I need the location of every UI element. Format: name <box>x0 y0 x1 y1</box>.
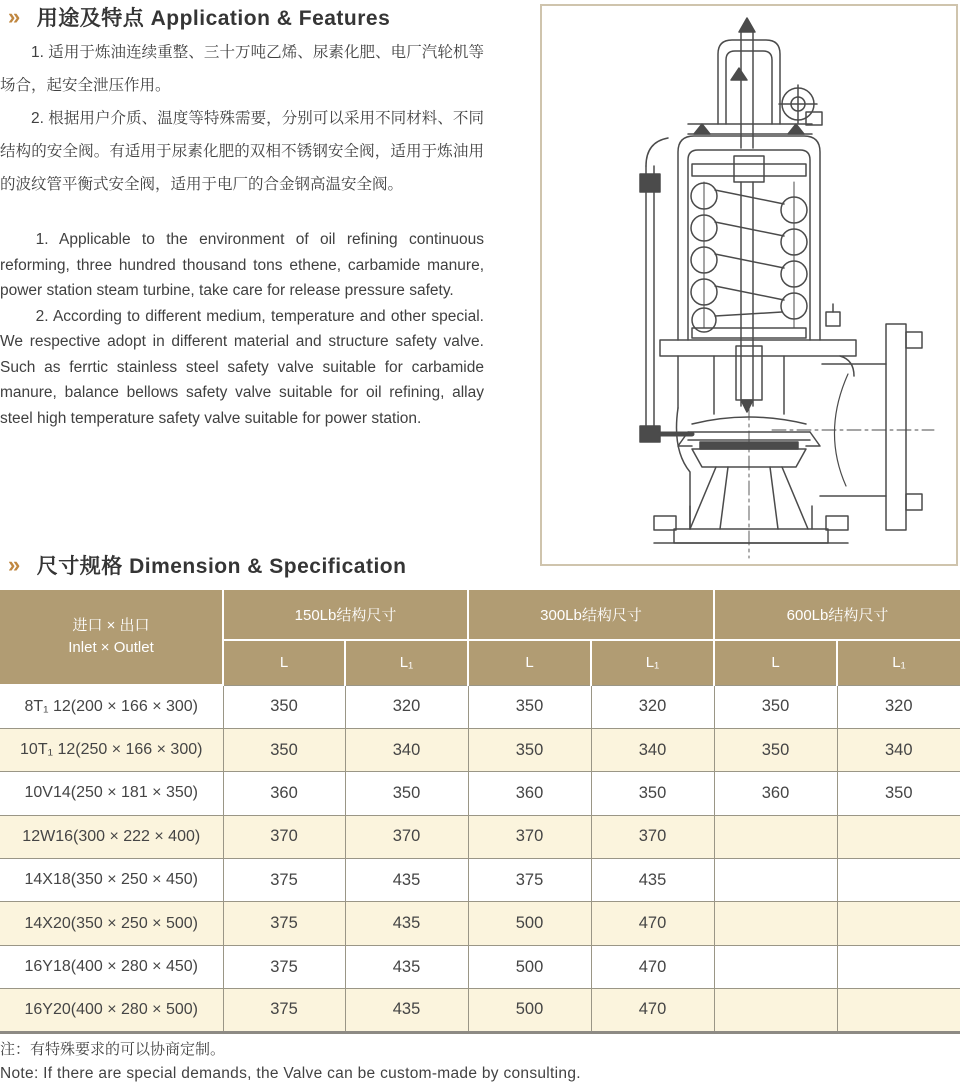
cell-dimension: 435 <box>345 989 468 1032</box>
cell-dimension <box>837 815 960 858</box>
en-paragraph-2: 2. According to different medium, temperature and other special. We respective adopt in different material and structure safety valve. Such as ferrtic stainless steel safety valve suitable for carbamide manure, balance bellows safety valve suitable for oil refining, allay steel high temperature safety valve suitable for power station. <box>0 307 484 427</box>
cell-dimension: 370 <box>223 815 345 858</box>
cell-dimension: 350 <box>468 685 591 728</box>
cell-dimension <box>714 989 837 1032</box>
cell-dimension: 500 <box>468 989 591 1032</box>
header-group-300lb: 300Lb结构尺寸 <box>468 590 714 640</box>
cell-dimension: 375 <box>223 945 345 988</box>
cell-dimension: 360 <box>223 772 345 815</box>
table-row <box>0 815 960 858</box>
valve-drawing-box <box>540 4 958 566</box>
dimensions-heading <box>8 550 406 580</box>
cell-dimension: 350 <box>223 685 345 728</box>
cell-dimension: 435 <box>591 859 714 902</box>
note-cn: 注：有特殊要求的可以协商定制。 <box>0 1041 226 1058</box>
subheader-L1-150: L₁ <box>345 640 468 685</box>
cell-dimension: 470 <box>591 945 714 988</box>
cell-dimension <box>837 989 960 1032</box>
cell-dimension <box>714 859 837 902</box>
cell-dimension <box>837 859 960 902</box>
cell-dimension <box>837 902 960 945</box>
cn-paragraph-2: 2. 根据用户介质、温度等特殊需要，分别可以采用不同材料、不同结构的安全阀。有适用于尿素化肥的双相不锈钢安全阀，适用于炼油用的波纹管平衡式安全阀，适用于电厂的合金钢高温安全阀。 <box>0 110 484 193</box>
cell-dimension <box>714 945 837 988</box>
subheader-L-300: L <box>468 640 591 685</box>
header-group-150lb: 150Lb结构尺寸 <box>223 590 468 640</box>
dimensions-title: 尺寸规格 Dimension & Specification <box>36 555 407 578</box>
features-heading <box>8 2 390 32</box>
cell-model: 16Y20(400 × 280 × 500) <box>0 989 223 1032</box>
header-inlet-outlet-en: Inlet × Outlet <box>68 639 154 656</box>
cell-dimension: 375 <box>223 859 345 902</box>
table-row <box>0 728 960 771</box>
cell-dimension: 320 <box>837 685 960 728</box>
chinese-paragraphs <box>0 36 484 201</box>
note-en: Note: If there are special demands, the Valve can be custom-made by consulting. <box>0 1065 581 1082</box>
safety-valve-technical-drawing <box>542 6 956 564</box>
cell-dimension: 350 <box>837 772 960 815</box>
table-row <box>0 902 960 945</box>
cell-dimension: 375 <box>468 859 591 902</box>
cell-dimension: 340 <box>837 728 960 771</box>
en-paragraph-1: 1. Applicable to the environment of oil refining continuous reforming, three hundred thousand tons ethene, carbamide manure, power station steam turbine, take care for release pressure safety. <box>0 231 484 299</box>
subheader-L-150: L <box>223 640 345 685</box>
cell-model: 10V14(250 × 181 × 350) <box>0 772 223 815</box>
subheader-L1-300: L₁ <box>591 640 714 685</box>
header-inlet-outlet-cn: 进口 × 出口 <box>72 617 150 634</box>
cell-model: 8T₁ 12(200 × 166 × 300) <box>0 685 223 728</box>
table-row <box>0 945 960 988</box>
cell-dimension: 435 <box>345 859 468 902</box>
cell-dimension: 470 <box>591 902 714 945</box>
cell-dimension: 350 <box>345 772 468 815</box>
cell-dimension: 360 <box>714 772 837 815</box>
cell-dimension: 350 <box>468 728 591 771</box>
subheader-L-600: L <box>714 640 837 685</box>
cell-dimension: 340 <box>345 728 468 771</box>
cell-dimension <box>714 815 837 858</box>
cell-model: 14X18(350 × 250 × 450) <box>0 859 223 902</box>
cell-dimension: 350 <box>714 728 837 771</box>
double-chevron-icon: » <box>8 552 21 577</box>
header-group-600lb: 600Lb结构尺寸 <box>714 590 960 640</box>
table-row <box>0 685 960 728</box>
header-inlet-outlet <box>0 590 223 685</box>
cell-model: 14X20(350 × 250 × 500) <box>0 902 223 945</box>
cell-dimension <box>837 945 960 988</box>
cell-dimension: 375 <box>223 989 345 1032</box>
double-chevron-icon: » <box>8 4 21 29</box>
table-row <box>0 989 960 1032</box>
cell-dimension: 350 <box>223 728 345 771</box>
cell-model: 12W16(300 × 222 × 400) <box>0 815 223 858</box>
cell-dimension <box>714 902 837 945</box>
cell-dimension: 360 <box>468 772 591 815</box>
cell-dimension: 370 <box>345 815 468 858</box>
cell-dimension: 375 <box>223 902 345 945</box>
table-row <box>0 859 960 902</box>
features-title: 用途及特点 Application & Features <box>36 7 391 30</box>
cell-dimension: 470 <box>591 989 714 1032</box>
dimension-table <box>0 590 960 1034</box>
cell-dimension: 435 <box>345 945 468 988</box>
cn-paragraph-1: 1. 适用于炼油连续重整、三十万吨乙烯、尿素化肥、电厂汽轮机等场合，起安全泄压作用。 <box>0 44 484 94</box>
cell-dimension: 340 <box>591 728 714 771</box>
cell-model: 16Y18(400 × 280 × 450) <box>0 945 223 988</box>
cell-dimension: 320 <box>591 685 714 728</box>
cell-dimension: 370 <box>468 815 591 858</box>
english-paragraphs <box>0 227 484 431</box>
cell-dimension: 500 <box>468 902 591 945</box>
cell-dimension: 320 <box>345 685 468 728</box>
table-row <box>0 772 960 815</box>
subheader-L1-600: L₁ <box>837 640 960 685</box>
cell-dimension: 500 <box>468 945 591 988</box>
cell-dimension: 435 <box>345 902 468 945</box>
cell-model: 10T₁ 12(250 × 166 × 300) <box>0 728 223 771</box>
features-text-column <box>0 36 484 431</box>
cell-dimension: 350 <box>591 772 714 815</box>
cell-dimension: 370 <box>591 815 714 858</box>
notes <box>0 1038 960 1082</box>
cell-dimension: 350 <box>714 685 837 728</box>
